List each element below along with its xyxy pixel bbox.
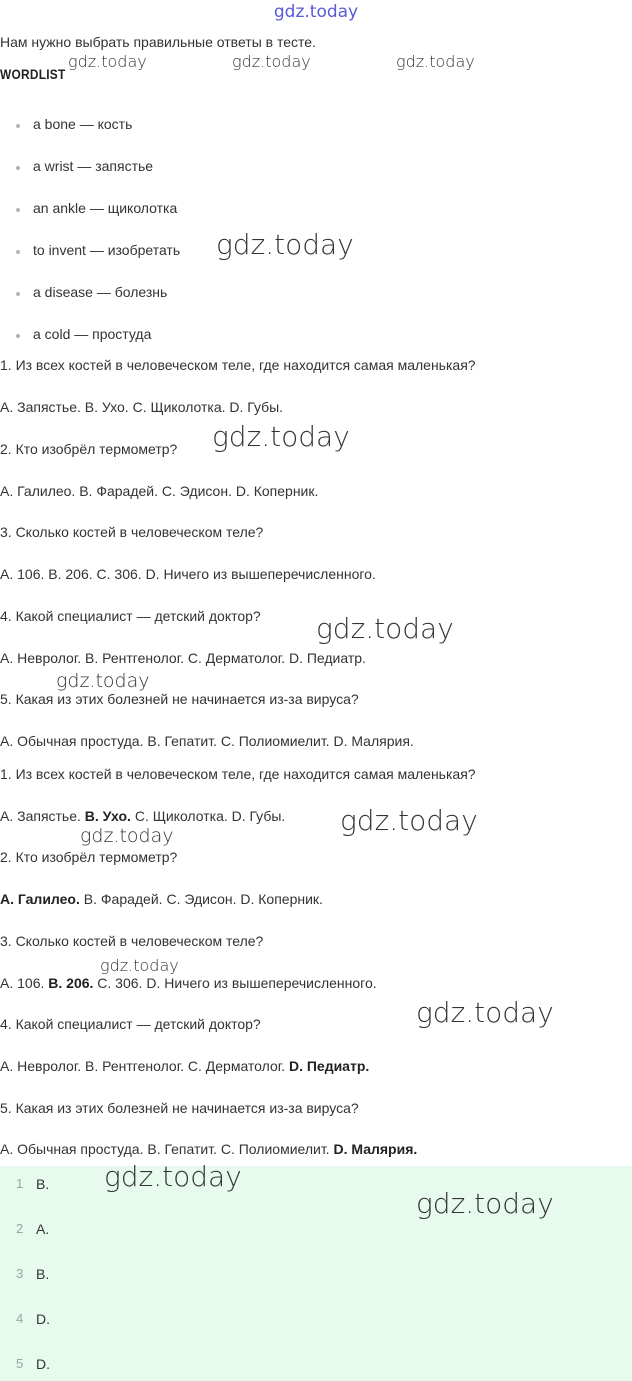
options-line: A. Невролог. B. Рентгенолог. C. Дерматолог. D. Педиатр. xyxy=(0,650,366,666)
bullet-icon xyxy=(16,208,20,212)
question-text: 3. Сколько костей в человеческом теле? xyxy=(0,524,264,540)
question-text: 3. Сколько костей в человеческом теле? xyxy=(0,933,264,949)
watermark: gdz.today xyxy=(100,956,179,975)
watermark: gdz.today xyxy=(68,52,147,71)
watermark: gdz.today xyxy=(216,228,354,261)
watermark: gdz.today xyxy=(340,804,478,837)
options-line: A. Галилео. B. Фарадей. C. Эдисон. D. Коперник. xyxy=(0,483,319,499)
answered-options-line: A. Невролог. B. Рентгенолог. C. Дерматолог. D. Педиатр. xyxy=(0,1058,370,1074)
watermark: gdz.today xyxy=(56,670,150,692)
site-logo[interactable]: gdz.today xyxy=(273,2,359,22)
question-text: 2. Кто изобрёл термометр? xyxy=(0,849,178,865)
watermark: gdz.today xyxy=(416,1187,554,1220)
answer-key: 1 B. 2 A. 3 B. 4 D. 5 D. xyxy=(0,1166,632,1381)
watermark: gdz.today xyxy=(80,825,174,847)
bullet-icon xyxy=(16,250,20,254)
watermark: gdz.today xyxy=(396,52,475,71)
question-text: 1. Из всех костей в человеческом теле, где находится самая маленькая? xyxy=(0,766,476,782)
question-text: 5. Какая из этих болезней не начинается из-за вируса? xyxy=(0,691,359,707)
answered-options-line: A. 106. B. 206. C. 306. D. Ничего из вышеперечисленного. xyxy=(0,975,377,991)
bullet-icon xyxy=(16,334,20,338)
answered-options-line: A. Галилео. B. Фарадей. C. Эдисон. D. Коперник. xyxy=(0,891,323,907)
watermark: gdz.today xyxy=(212,420,350,453)
intro-text: Нам нужно выбрать правильные ответы в тесте. xyxy=(0,34,316,50)
question-text: 2. Кто изобрёл термометр? xyxy=(0,441,178,457)
bullet-icon xyxy=(16,124,20,128)
options-line: A. Обычная простуда. B. Гепатит. C. Полиомиелит. D. Малярия. xyxy=(0,733,414,749)
answered-options-line: A. Обычная простуда. B. Гепатит. C. Полиомиелит. D. Малярия. xyxy=(0,1141,418,1157)
wordlist-heading: WORDLIST xyxy=(0,66,66,82)
answered-options-line: A. Запястье. B. Ухо. C. Щиколотка. D. Губы. xyxy=(0,808,286,824)
question-text: 5. Какая из этих болезней не начинается из-за вируса? xyxy=(0,1100,359,1116)
options-line: A. 106. B. 206. C. 306. D. Ничего из вышеперечисленного. xyxy=(0,566,376,582)
watermark: gdz.today xyxy=(104,1160,242,1193)
watermark: gdz.today xyxy=(416,996,554,1029)
question-text: 1. Из всех костей в человеческом теле, где находится самая маленькая? xyxy=(0,357,476,373)
options-line: A. Запястье. B. Ухо. C. Щиколотка. D. Губы. xyxy=(0,399,284,415)
watermark: gdz.today xyxy=(232,52,311,71)
question-text: 4. Какой специалист — детский доктор? xyxy=(0,1016,261,1032)
question-text: 4. Какой специалист — детский доктор? xyxy=(0,608,261,624)
watermark: gdz.today xyxy=(316,612,454,645)
bullet-icon xyxy=(16,292,20,296)
bullet-icon xyxy=(16,166,20,170)
